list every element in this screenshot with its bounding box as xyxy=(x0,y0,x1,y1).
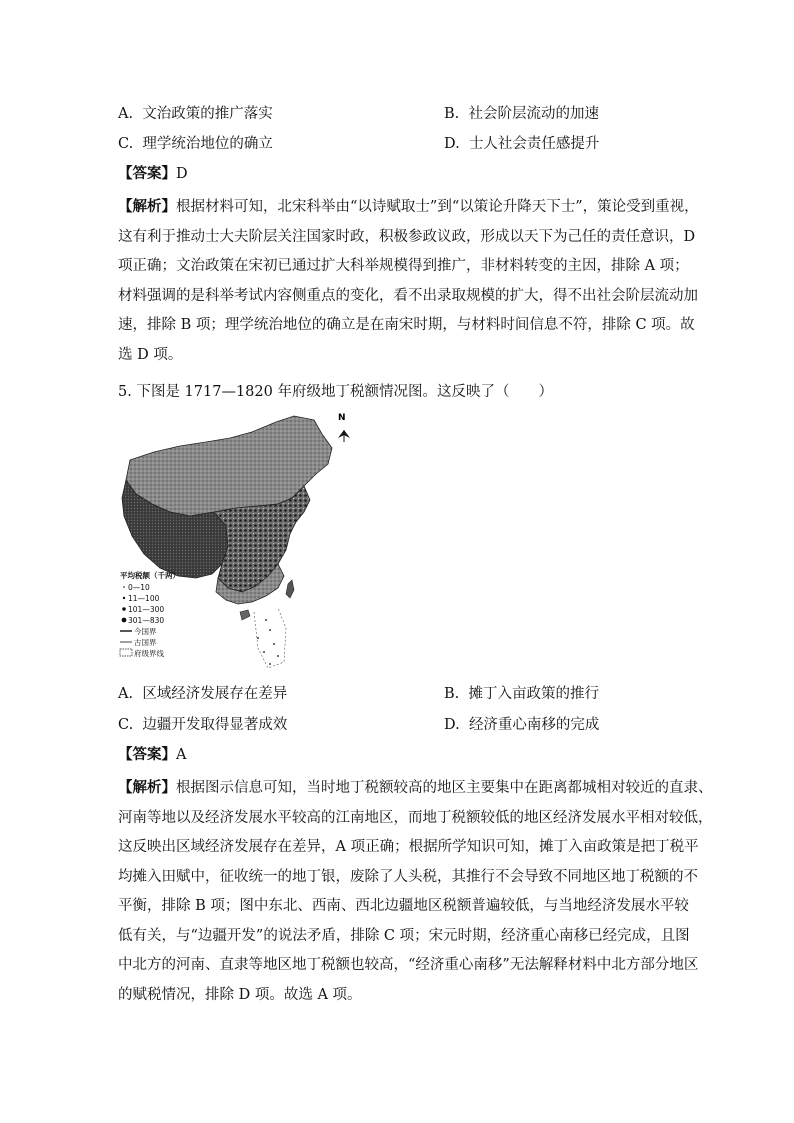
q4-option-a: A. 文治政策的推广落实 xyxy=(118,106,273,122)
legend-item: 古国界 xyxy=(134,638,157,647)
legend-item: 301—830 xyxy=(128,616,165,625)
q4-option-d: D. 士人社会责任感提升 xyxy=(444,136,600,152)
north-label: N xyxy=(338,413,346,423)
legend-item: 11—100 xyxy=(128,594,160,603)
legend-title: 平均税额（千两） xyxy=(120,571,180,580)
q4-analysis-line: 选 D 项。 xyxy=(118,346,183,363)
map-island xyxy=(240,610,250,620)
q4-option-c: C. 理学统治地位的确立 xyxy=(118,136,273,152)
q4-option-b: B. 社会阶层流动的加速 xyxy=(444,106,599,122)
q5-option-a: A. 区域经济发展存在差异 xyxy=(118,686,288,702)
legend-item: 今国界 xyxy=(134,627,157,636)
q5-analysis-line: 平衡，排除 B 项；图中东北、西南、西北边疆地区税额普遍较低，与当地经济发展水平较 xyxy=(118,898,689,914)
map-island xyxy=(286,580,294,598)
q5-stem: 5. 下图是 1717—1820 年府级地丁税额情况图。这反映了（ ） xyxy=(118,384,553,400)
q5-analysis xyxy=(118,773,713,1010)
q5-analysis-line: 低有关，与“边疆开发”的说法矛盾，排除 C 项；宋元时期，经济重心南移已经完成，且图 xyxy=(118,927,690,944)
q5-analysis-line: 这反映出区域经济发展存在差异，A 项正确；根据所学知识可知，摊丁入亩政策是把丁税平 xyxy=(118,839,699,855)
legend-item: 0—10 xyxy=(128,583,150,592)
q5-option-b: B. 摊丁入亩政策的推行 xyxy=(444,686,599,702)
q5-option-c: C. 边疆开发取得显著成效 xyxy=(118,717,288,733)
q4-analysis-line: 速，排除 B 项；理学统治地位的确立是在南宋时期，与材料时间信息不符，排除 C 项。故 xyxy=(118,317,695,333)
q5-analysis-line: 河南等地以及经济发展水平较高的江南地区，而地丁税额较低的地区经济发展水平相对较低， xyxy=(118,809,713,826)
tax-map-figure xyxy=(118,408,362,672)
q4-analysis xyxy=(118,192,699,370)
q4-analysis-line: 材料强调的是科举考试内容侧重点的变化，看不出录取规模的扩大，得不出社会阶层流动加 xyxy=(118,287,698,304)
north-arrow-icon xyxy=(338,430,350,442)
q4-analysis-line: 这有利于推动士大夫阶层关注国家时政，积极参政议政，形成以天下为己任的责任意识，D xyxy=(118,228,696,245)
q4-analysis-line: 项正确；文治政策在宋初已通过扩大科举规模得到推广，非材料转变的主因，排除 A 项； xyxy=(118,258,689,274)
q4-answer: 【答案】D xyxy=(118,165,188,182)
map-south-sea-islands xyxy=(257,619,279,665)
q5-analysis-line: 中北方的河南、直隶等地区地丁税额也较高，“经济重心南移”无法解释材料中北方部分地区 xyxy=(118,957,699,973)
legend-item: 101—300 xyxy=(128,605,165,614)
q5-answer: 【答案】A xyxy=(118,746,187,763)
q4-analysis-line: 【解析】根据材料可知，北宋科举由“以诗赋取士”到“以策论升降天下士”，策论受到重视， xyxy=(118,198,699,215)
q5-analysis-line: 【解析】根据图示信息可知，当时地丁税额较高的地区主要集中在距离都城相对较近的直隶、 xyxy=(118,779,713,796)
map-legend xyxy=(120,570,180,658)
q5-analysis-line: 均摊入田赋中，征收统一的地丁银，废除了人头税，其推行不会导致不同地区地丁税额的不 xyxy=(118,868,698,885)
q5-analysis-line: 的赋税情况，排除 D 项。故选 A 项。 xyxy=(118,986,362,1003)
legend-item: 府级界线 xyxy=(134,649,164,658)
q5-option-d: D. 经济重心南移的完成 xyxy=(444,717,600,733)
